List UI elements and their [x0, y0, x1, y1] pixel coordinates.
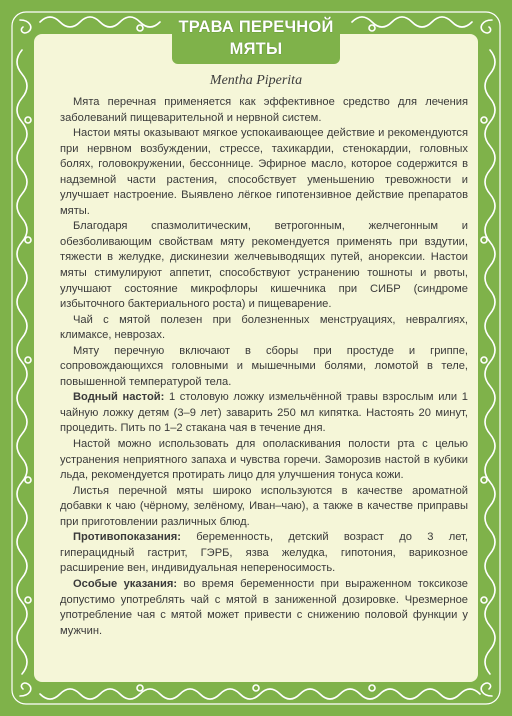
title-line-2: МЯТЫ — [229, 40, 283, 58]
paragraph — [60, 437, 468, 484]
latin-name: Mentha Piperita — [209, 73, 303, 88]
page-title — [172, 16, 340, 60]
paragraph — [60, 219, 468, 312]
article-body — [60, 95, 468, 639]
paragraph-text: Благодаря спазмолитическим, ветрогонным, желчегонным и обезболивающим свойствам мяту рекомендуется применять при вздутии, тяжести в желудке, дискинезии желчевыводящих путей, анорексии. Настои мяты стимулируют аппетит, способствуют устранению тошноты и рвоты, улучшают состояние микрофлоры кишечника при СИБР (синдроме избыточного бактериального роста) и пищеварение. — [60, 220, 468, 311]
paragraph-text: во время беременности при выраженном токсикозе допустимо употреблять чай с мятой в заниженной дозировке. Чрезмерное употребление чая с мятой может привести с снижению половой функции у мужчин. — [60, 577, 468, 637]
paragraph — [60, 313, 468, 344]
paragraph-text: Настой можно использовать для ополаскивания полости рта с целью устранения неприятного запаха и чувства горечи. Заморозив настой в кубики льда, рекомендуется протирать лицо для улучшения тонуса кожи. — [60, 438, 468, 482]
paragraph-label: Водный настой: — [73, 391, 165, 404]
paragraph-text: Чай с мятой полезен при болезненных менструациях, невралгиях, климаксе, неврозах. — [60, 313, 468, 342]
paragraph-text: Листья перечной мяты широко используются в качестве ароматной добавки к чаю (чёрному, зелёному, Иван–чаю), а также в качестве приправы при приготовлении различных блюд. — [60, 484, 468, 528]
paragraph — [60, 484, 468, 531]
title-line-1: ТРАВА ПЕРЕЧНОЙ — [178, 18, 334, 36]
paragraph — [60, 390, 468, 437]
paragraph-text: Мяту перечную включают в сборы при простуде и гриппе, сопровождающихся головными и мышечными болями, ломотой в теле, повышенной температурой тела. — [60, 344, 468, 388]
paragraph — [60, 344, 468, 391]
paragraph-label: Противопоказания: — [73, 531, 181, 544]
paragraph — [60, 95, 468, 126]
paragraph-text: 1 столовую ложку измельчённой травы взрослым или 1 чайную ложку детям (3–9 лет) заварить 250 мл кипятка. Настоять 20 минут, процедить. Пить по 1–2 стакана чая в течение дня. — [60, 391, 468, 435]
paragraph-text: Мята перечная применяется как эффективное средство для лечения заболеваний пищеварительной и нервной систем. — [60, 96, 468, 124]
paragraph-text: Настои мяты оказывают мягкое успокаивающее действие и рекомендуются при нервном возбуждении, стрессе, тахикардии, стенокардии, головных болях, головокружении, бессоннице. Эфирное масло, которое содержится в надземной части растения, способствует уменьшению тревожности и улучшает настроение. Выявлено лёгкое гипотензивное действие препаратов мяты. — [60, 127, 468, 217]
paragraph-label: Особые указания: — [73, 577, 178, 590]
paragraph — [60, 577, 468, 639]
paragraph — [60, 126, 468, 219]
paragraph-text: беременность, детский возраст до 3 лет, гиперацидный гастрит, ГЭРБ, язва желудка, гипотония, варикозное расширение вен, индивидуальная непереносимость. — [60, 531, 468, 575]
paragraph — [60, 530, 468, 577]
